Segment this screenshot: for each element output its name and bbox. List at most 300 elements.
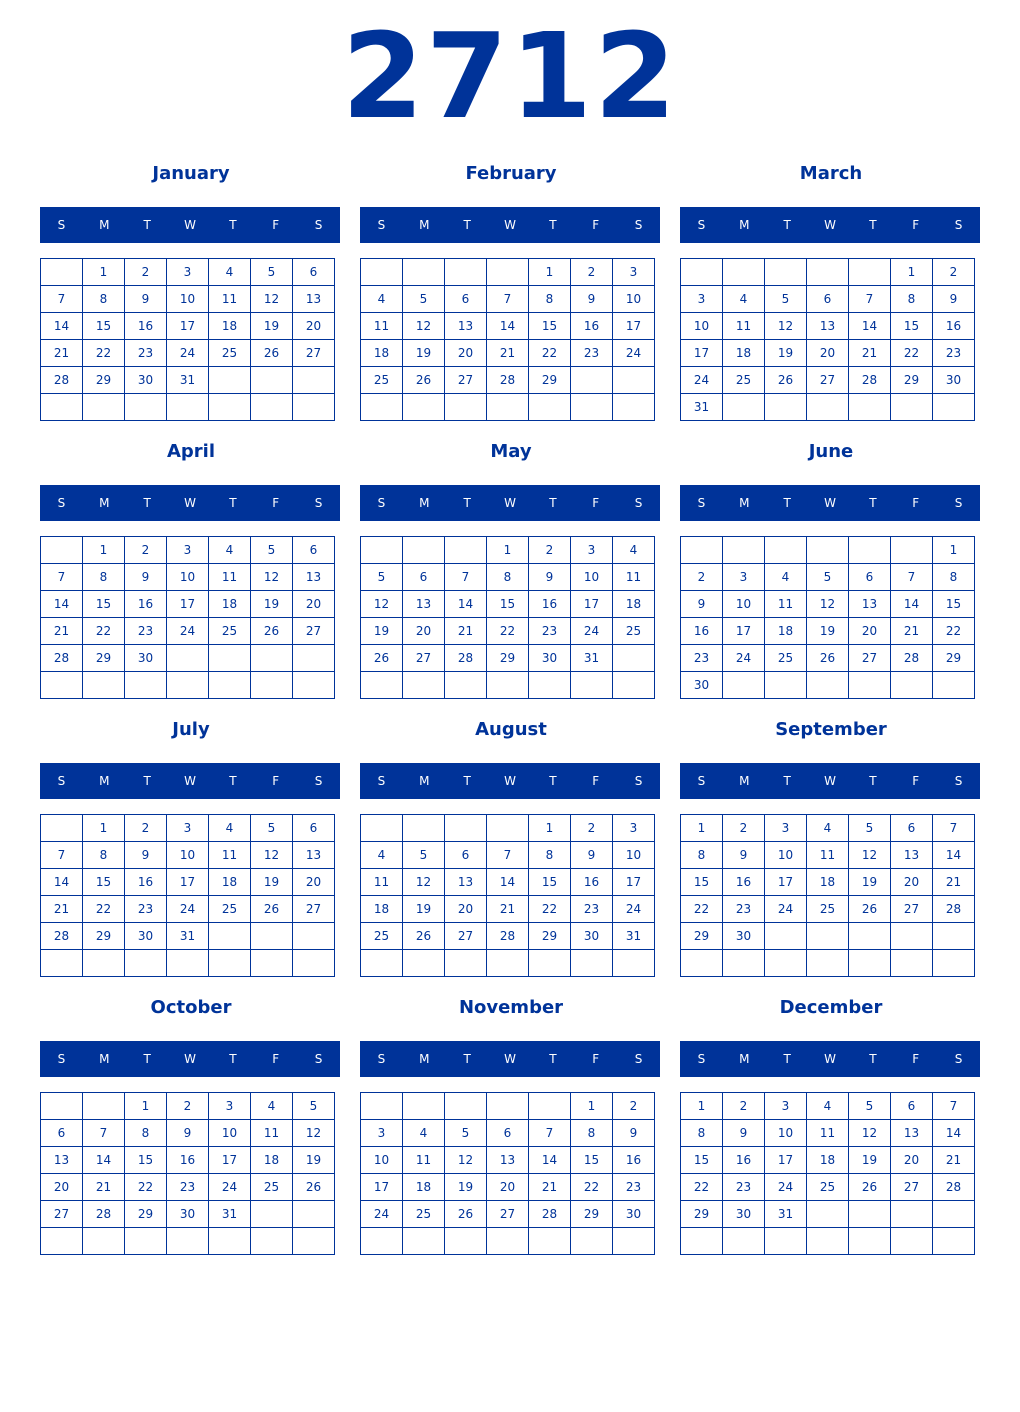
- day-cell: 13: [807, 313, 849, 340]
- day-cell: [807, 1228, 849, 1255]
- day-cell: [167, 1228, 209, 1255]
- day-cell: 6: [293, 537, 335, 564]
- day-cell: [487, 1228, 529, 1255]
- day-cell: 2: [571, 815, 613, 842]
- week-row: [681, 313, 975, 340]
- day-cell: 23: [571, 896, 613, 923]
- day-cell: 11: [723, 313, 765, 340]
- day-cell: [933, 950, 975, 977]
- week-row: [41, 367, 335, 394]
- day-cell: 30: [571, 923, 613, 950]
- day-cell: [529, 394, 571, 421]
- day-cell: [933, 672, 975, 699]
- weekday-label: T: [549, 218, 557, 232]
- day-cell: [83, 1093, 125, 1120]
- day-cell: [293, 923, 335, 950]
- day-cell: [933, 1201, 975, 1228]
- week-row: [681, 1174, 975, 1201]
- day-cell: [891, 1228, 933, 1255]
- day-cell: [403, 259, 445, 286]
- day-cell: 24: [765, 896, 807, 923]
- day-cell: 19: [251, 313, 293, 340]
- weekday-label: F: [912, 1052, 920, 1066]
- day-cell: 30: [125, 923, 167, 950]
- weekday-label: S: [377, 1052, 386, 1066]
- day-cell: [529, 950, 571, 977]
- weekday-label: T: [143, 218, 151, 232]
- weekday-label: T: [549, 496, 557, 510]
- day-cell: [361, 259, 403, 286]
- day-cell: 12: [361, 591, 403, 618]
- day-cell: 7: [529, 1120, 571, 1147]
- day-cell: 13: [293, 842, 335, 869]
- weekday-label: S: [697, 1052, 706, 1066]
- day-cell: 19: [251, 869, 293, 896]
- weekday-label: W: [824, 218, 836, 232]
- day-cell: 20: [849, 618, 891, 645]
- day-cell: [681, 1228, 723, 1255]
- day-cell: 19: [361, 618, 403, 645]
- day-cell: [445, 672, 487, 699]
- weekday-header: [360, 485, 660, 521]
- weekday-label: F: [272, 1052, 280, 1066]
- day-cell: [167, 672, 209, 699]
- day-cell: 13: [403, 591, 445, 618]
- day-cell: [209, 950, 251, 977]
- weekday-label: W: [504, 496, 516, 510]
- day-cell: [723, 1228, 765, 1255]
- day-cell: 21: [41, 340, 83, 367]
- weekday-label: M: [419, 774, 430, 788]
- day-cell: 31: [167, 367, 209, 394]
- day-cell: 27: [293, 618, 335, 645]
- day-cell: 17: [765, 1147, 807, 1174]
- day-cell: 13: [293, 564, 335, 591]
- day-cell: 12: [445, 1147, 487, 1174]
- weekday-label: T: [869, 1052, 877, 1066]
- weekday-label: S: [314, 218, 323, 232]
- week-row: [681, 672, 975, 699]
- day-cell: 13: [891, 1120, 933, 1147]
- week-row: [361, 394, 655, 421]
- day-cell: 27: [807, 367, 849, 394]
- weekday-header: [680, 763, 980, 799]
- day-cell: 8: [681, 842, 723, 869]
- day-cell: 26: [251, 340, 293, 367]
- day-cell: [571, 367, 613, 394]
- day-cell: 17: [209, 1147, 251, 1174]
- day-cell: 12: [251, 842, 293, 869]
- week-row: [41, 923, 335, 950]
- day-cell: 9: [125, 564, 167, 591]
- day-cell: 15: [83, 869, 125, 896]
- month-name: March: [799, 163, 863, 184]
- weekday-label: T: [463, 496, 471, 510]
- day-grid: [680, 258, 975, 421]
- day-cell: 26: [445, 1201, 487, 1228]
- day-cell: [251, 367, 293, 394]
- weekday-label: M: [419, 1052, 430, 1066]
- week-row: [361, 923, 655, 950]
- day-cell: 21: [83, 1174, 125, 1201]
- day-cell: 12: [293, 1120, 335, 1147]
- weekday-label: T: [783, 496, 791, 510]
- day-cell: 6: [891, 1093, 933, 1120]
- day-cell: 29: [487, 645, 529, 672]
- day-cell: 16: [933, 313, 975, 340]
- day-grid: [680, 814, 975, 977]
- day-cell: [849, 394, 891, 421]
- day-cell: 20: [891, 1147, 933, 1174]
- week-row: [41, 394, 335, 421]
- day-cell: 11: [361, 313, 403, 340]
- day-cell: 27: [891, 1174, 933, 1201]
- day-cell: [571, 1228, 613, 1255]
- day-cell: 9: [571, 286, 613, 313]
- day-cell: 7: [933, 1093, 975, 1120]
- day-cell: 28: [891, 645, 933, 672]
- weekday-label: S: [377, 496, 386, 510]
- day-cell: 13: [487, 1147, 529, 1174]
- day-cell: [445, 259, 487, 286]
- week-row: [41, 340, 335, 367]
- day-cell: 11: [807, 842, 849, 869]
- day-cell: 25: [765, 645, 807, 672]
- day-cell: [209, 672, 251, 699]
- week-row: [41, 591, 335, 618]
- weekday-label: T: [463, 1052, 471, 1066]
- weekday-label: S: [954, 218, 963, 232]
- day-cell: [613, 645, 655, 672]
- day-cell: [167, 394, 209, 421]
- day-cell: 2: [125, 815, 167, 842]
- day-cell: 16: [125, 313, 167, 340]
- day-grid: [360, 536, 655, 699]
- month-name: November: [458, 997, 564, 1018]
- month-name: June: [808, 441, 854, 462]
- day-cell: 10: [209, 1120, 251, 1147]
- week-row: [41, 1174, 335, 1201]
- day-cell: 17: [723, 618, 765, 645]
- day-cell: 18: [723, 340, 765, 367]
- day-cell: 27: [293, 896, 335, 923]
- day-cell: 26: [361, 645, 403, 672]
- week-row: [361, 286, 655, 313]
- day-cell: 15: [83, 313, 125, 340]
- day-cell: 6: [891, 815, 933, 842]
- day-cell: 23: [723, 896, 765, 923]
- day-cell: [487, 394, 529, 421]
- day-cell: 1: [83, 259, 125, 286]
- day-cell: 18: [807, 1147, 849, 1174]
- week-row: [681, 340, 975, 367]
- day-cell: [293, 645, 335, 672]
- weekday-header: [40, 485, 340, 521]
- day-cell: [487, 950, 529, 977]
- day-cell: [891, 537, 933, 564]
- month-name: December: [779, 997, 883, 1018]
- day-cell: 7: [41, 564, 83, 591]
- day-cell: 8: [571, 1120, 613, 1147]
- day-cell: 12: [403, 869, 445, 896]
- day-cell: 8: [891, 286, 933, 313]
- weekday-label: S: [634, 1052, 643, 1066]
- day-cell: 30: [529, 645, 571, 672]
- day-cell: 8: [487, 564, 529, 591]
- weekday-label: T: [869, 496, 877, 510]
- day-cell: 30: [933, 367, 975, 394]
- weekday-label: M: [739, 218, 750, 232]
- weekday-label: M: [419, 218, 430, 232]
- day-cell: 22: [681, 1174, 723, 1201]
- day-cell: 18: [361, 340, 403, 367]
- day-cell: 14: [487, 313, 529, 340]
- weekday-label: T: [869, 218, 877, 232]
- day-cell: [361, 815, 403, 842]
- day-cell: 30: [613, 1201, 655, 1228]
- day-grid: [40, 1092, 335, 1255]
- day-cell: 26: [849, 1174, 891, 1201]
- day-cell: [529, 672, 571, 699]
- month-name: April: [166, 441, 216, 462]
- day-cell: [361, 672, 403, 699]
- day-cell: 22: [933, 618, 975, 645]
- day-cell: 1: [487, 537, 529, 564]
- day-cell: [723, 950, 765, 977]
- day-cell: 24: [167, 340, 209, 367]
- week-row: [361, 259, 655, 286]
- day-cell: 1: [571, 1093, 613, 1120]
- day-cell: 16: [167, 1147, 209, 1174]
- day-cell: 10: [613, 842, 655, 869]
- day-cell: 23: [613, 1174, 655, 1201]
- day-cell: [529, 1228, 571, 1255]
- day-cell: 29: [83, 645, 125, 672]
- day-cell: [361, 1228, 403, 1255]
- week-row: [361, 896, 655, 923]
- day-cell: [83, 672, 125, 699]
- week-row: [41, 537, 335, 564]
- week-row: [681, 815, 975, 842]
- day-cell: 15: [125, 1147, 167, 1174]
- day-cell: 24: [613, 340, 655, 367]
- week-row: [41, 896, 335, 923]
- week-row: [681, 286, 975, 313]
- day-cell: 25: [807, 1174, 849, 1201]
- week-row: [361, 672, 655, 699]
- day-cell: 2: [933, 259, 975, 286]
- year-title: 2712: [341, 7, 679, 145]
- day-cell: 25: [209, 340, 251, 367]
- day-cell: 10: [723, 591, 765, 618]
- weekday-label: S: [634, 496, 643, 510]
- day-cell: 7: [445, 564, 487, 591]
- day-cell: [293, 1201, 335, 1228]
- day-cell: 29: [125, 1201, 167, 1228]
- day-cell: 26: [765, 367, 807, 394]
- day-cell: 3: [167, 537, 209, 564]
- day-cell: 5: [251, 259, 293, 286]
- day-cell: 15: [83, 591, 125, 618]
- day-cell: [613, 394, 655, 421]
- day-cell: 13: [445, 869, 487, 896]
- weekday-label: S: [954, 774, 963, 788]
- day-cell: [571, 672, 613, 699]
- day-cell: 22: [83, 618, 125, 645]
- day-cell: [891, 923, 933, 950]
- day-cell: [403, 394, 445, 421]
- day-cell: 28: [41, 645, 83, 672]
- day-cell: 4: [361, 842, 403, 869]
- day-cell: 10: [765, 842, 807, 869]
- day-cell: 4: [209, 815, 251, 842]
- weekday-label: T: [229, 1052, 237, 1066]
- day-cell: 4: [361, 286, 403, 313]
- day-cell: 30: [681, 672, 723, 699]
- weekday-label: T: [143, 1052, 151, 1066]
- day-cell: 30: [125, 645, 167, 672]
- day-cell: 21: [891, 618, 933, 645]
- day-cell: [849, 950, 891, 977]
- day-cell: 20: [445, 896, 487, 923]
- day-cell: [293, 1228, 335, 1255]
- week-row: [681, 537, 975, 564]
- weekday-header: [680, 485, 980, 521]
- day-cell: 1: [891, 259, 933, 286]
- day-cell: 10: [167, 564, 209, 591]
- weekday-label: S: [314, 496, 323, 510]
- week-row: [41, 645, 335, 672]
- weekday-label: T: [229, 496, 237, 510]
- day-cell: 20: [807, 340, 849, 367]
- week-row: [681, 591, 975, 618]
- day-cell: 7: [41, 286, 83, 313]
- day-cell: 25: [361, 923, 403, 950]
- weekday-label: W: [504, 1052, 516, 1066]
- day-cell: 14: [445, 591, 487, 618]
- day-cell: 29: [571, 1201, 613, 1228]
- day-cell: 18: [765, 618, 807, 645]
- day-cell: 15: [571, 1147, 613, 1174]
- week-row: [361, 645, 655, 672]
- day-cell: [807, 923, 849, 950]
- day-cell: [933, 394, 975, 421]
- weekday-header: [360, 207, 660, 243]
- weekday-header: [680, 207, 980, 243]
- day-cell: 2: [571, 259, 613, 286]
- weekday-label: M: [99, 774, 110, 788]
- day-cell: 20: [891, 869, 933, 896]
- day-cell: 26: [251, 896, 293, 923]
- day-cell: 8: [933, 564, 975, 591]
- day-cell: 4: [251, 1093, 293, 1120]
- day-cell: [41, 1093, 83, 1120]
- weekday-header: [680, 1041, 980, 1077]
- day-cell: [251, 950, 293, 977]
- day-cell: [41, 815, 83, 842]
- day-cell: 21: [41, 618, 83, 645]
- weekday-label: F: [912, 496, 920, 510]
- day-cell: 22: [681, 896, 723, 923]
- day-cell: 23: [681, 645, 723, 672]
- week-row: [681, 367, 975, 394]
- day-cell: 21: [529, 1174, 571, 1201]
- day-cell: [125, 950, 167, 977]
- day-cell: [529, 1093, 571, 1120]
- day-cell: [361, 950, 403, 977]
- day-cell: 19: [765, 340, 807, 367]
- day-cell: 17: [167, 869, 209, 896]
- day-cell: 2: [125, 259, 167, 286]
- day-cell: 14: [487, 869, 529, 896]
- day-cell: [613, 367, 655, 394]
- day-cell: [849, 923, 891, 950]
- weekday-label: M: [739, 496, 750, 510]
- day-cell: 15: [891, 313, 933, 340]
- day-cell: [361, 1093, 403, 1120]
- day-cell: 22: [125, 1174, 167, 1201]
- weekday-header: [360, 763, 660, 799]
- day-cell: [251, 394, 293, 421]
- week-row: [361, 340, 655, 367]
- week-row: [361, 1120, 655, 1147]
- day-cell: 23: [571, 340, 613, 367]
- day-cell: 4: [807, 815, 849, 842]
- day-cell: 24: [681, 367, 723, 394]
- day-cell: 11: [361, 869, 403, 896]
- day-cell: [403, 1093, 445, 1120]
- week-row: [41, 815, 335, 842]
- day-cell: [209, 645, 251, 672]
- day-cell: 28: [445, 645, 487, 672]
- day-cell: 8: [529, 286, 571, 313]
- weekday-label: S: [634, 774, 643, 788]
- day-cell: 12: [251, 564, 293, 591]
- day-cell: [487, 259, 529, 286]
- day-cell: 17: [167, 591, 209, 618]
- day-grid: [40, 258, 335, 421]
- day-cell: 29: [83, 367, 125, 394]
- day-cell: [487, 672, 529, 699]
- day-cell: 9: [723, 1120, 765, 1147]
- day-cell: 10: [167, 842, 209, 869]
- day-cell: 31: [681, 394, 723, 421]
- day-cell: 31: [613, 923, 655, 950]
- day-cell: 29: [529, 923, 571, 950]
- day-cell: 26: [403, 923, 445, 950]
- day-cell: 27: [891, 896, 933, 923]
- week-row: [361, 313, 655, 340]
- day-cell: 24: [571, 618, 613, 645]
- day-cell: 20: [293, 591, 335, 618]
- week-row: [681, 842, 975, 869]
- day-cell: 14: [41, 591, 83, 618]
- day-cell: 17: [613, 313, 655, 340]
- day-cell: 11: [209, 564, 251, 591]
- day-cell: 22: [891, 340, 933, 367]
- day-cell: 1: [83, 537, 125, 564]
- day-cell: 15: [529, 313, 571, 340]
- day-cell: 5: [251, 815, 293, 842]
- weekday-label: F: [912, 774, 920, 788]
- day-cell: [251, 1201, 293, 1228]
- day-cell: [723, 394, 765, 421]
- weekday-label: F: [272, 218, 280, 232]
- day-cell: 13: [849, 591, 891, 618]
- weekday-label: F: [592, 1052, 600, 1066]
- day-cell: 28: [41, 923, 83, 950]
- weekday-label: M: [99, 496, 110, 510]
